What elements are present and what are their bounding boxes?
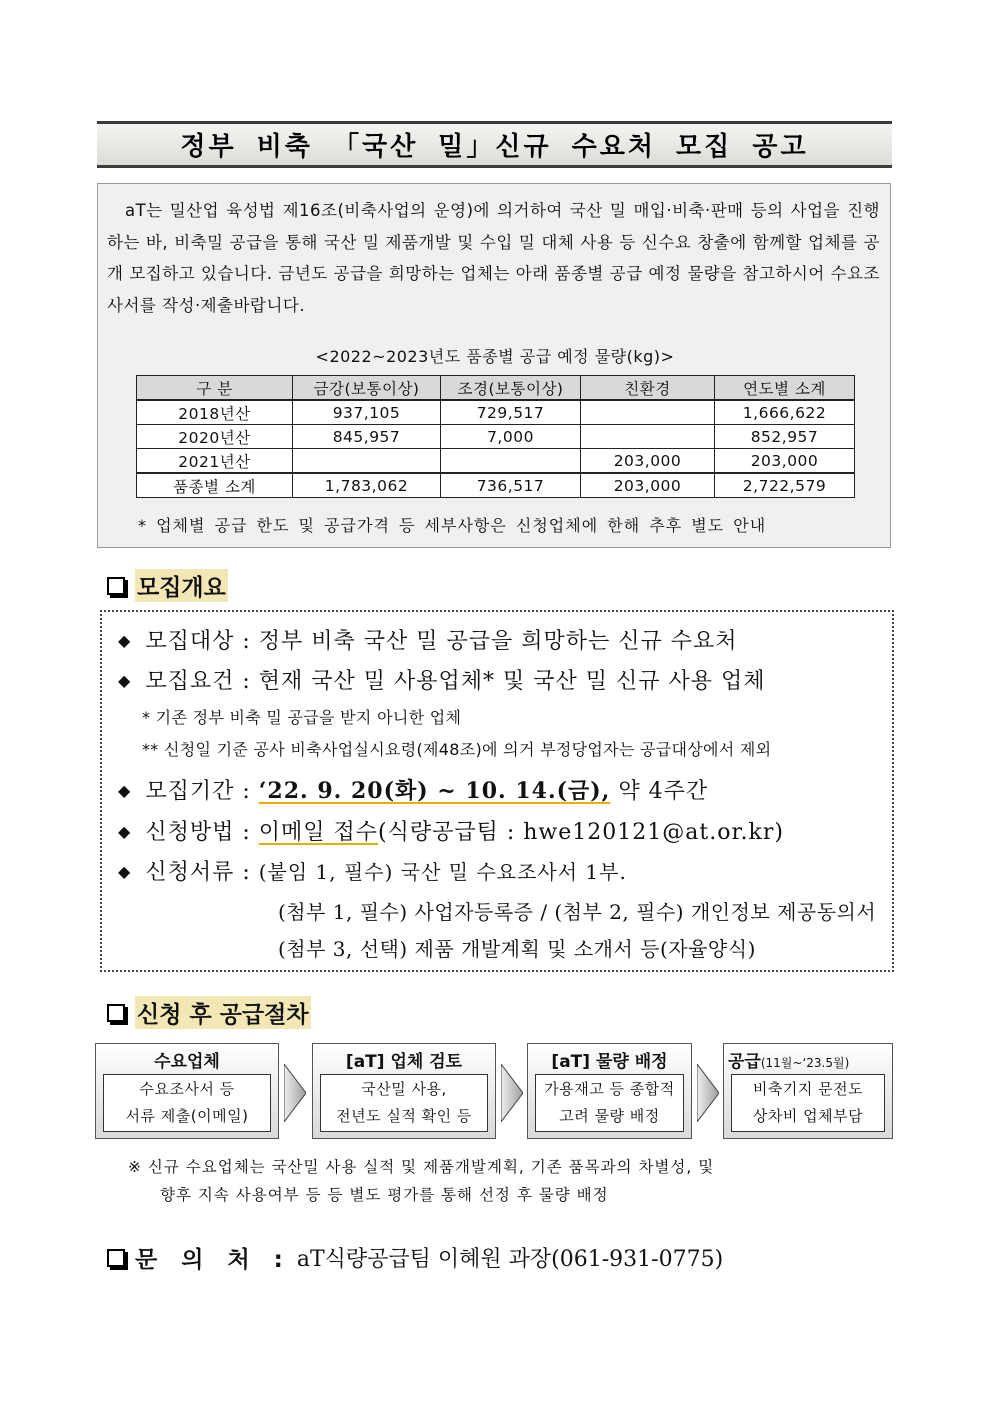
table-cell	[581, 425, 715, 449]
table-cell: 852,957	[715, 425, 855, 449]
table-cell: 203,000	[715, 449, 855, 474]
table-cell: 품종별 소계	[137, 473, 293, 498]
arrow-right-icon	[697, 1064, 719, 1122]
table-cell: 203,000	[581, 473, 715, 498]
table-cell: 2020년산	[137, 425, 293, 449]
checkbox-square-icon	[107, 577, 125, 595]
process-note: ※ 신규 수요업체는 국산밀 사용 실적 및 제품개발계획, 기존 품목과의 차별성, 및 향후 지속 사용여부 등 등 별도 평가를 통해 선정 후 물량 배정	[128, 1158, 715, 1204]
recruit-requirement: ◆ 모집요건 : 현재 국산 밀 사용업체* 및 국산 밀 신규 사용 업체	[118, 669, 766, 694]
process-step-1: 수요업체 수요조사서 등 서류 제출(이메일)	[95, 1043, 279, 1139]
table-row	[137, 425, 855, 449]
documents-line-2: (첨부 1, 필수) 사업자등록증 / (첨부 2, 필수) 개인정보 제공동의서	[278, 900, 877, 924]
arrow-right-icon	[501, 1064, 523, 1122]
table-cell: 736,517	[441, 473, 581, 498]
table-cell: 203,000	[581, 449, 715, 474]
contact-value: aT식량공급팀 이혜원 과장(061-931-0775)	[296, 1247, 724, 1272]
intro-paragraph: aT는 밀산업 육성법 제16조(비축사업의 운영)에 의거하여 국산 밀 매입·비축·판매 등의 사업을 진행하는 바, 비축밀 공급을 통해 국산 밀 제품개발 및 수입 밀 대체 사용 등 신수요 창출에 함께할 업체를 공개 모집하고 있습니다. 금년도 공급을 희망하는 업체는 아래 품종별 공급 예정 물량을 참고하시어 수요조사서를 작성·제출바랍니다.	[107, 201, 880, 315]
table-cell	[293, 449, 441, 474]
table-header: 조경(보통이상)	[441, 376, 581, 401]
table-cell: 2,722,579	[715, 473, 855, 498]
arrow-right-icon	[284, 1064, 306, 1122]
table-total-row	[137, 473, 855, 498]
requirement-note-2: ** 신청일 기준 공사 비축사업실시요령(제48조)에 의거 부정당업자는 공급대상에서 제외	[142, 740, 772, 759]
intro-box	[97, 183, 891, 548]
section-heading-process: 신청 후 공급절차	[107, 996, 311, 1029]
process-step-2: [aT] 업체 검토 국산밀 사용, 전년도 실적 확인 등	[312, 1043, 496, 1139]
diamond-bullet-icon: ◆	[118, 822, 132, 841]
table-header: 구 분	[137, 376, 293, 401]
table-cell: 7,000	[441, 425, 581, 449]
recruit-method: ◆ 신청방법 : 이메일 접수(식량공급팀 : hwe120121@at.or.kr)	[118, 820, 784, 845]
checkbox-square-icon	[107, 1249, 125, 1267]
table-cell	[581, 400, 715, 425]
table-cell: 1,783,062	[293, 473, 441, 498]
contact-line	[107, 1241, 723, 1274]
table-row	[137, 400, 855, 425]
table-cell: 729,517	[441, 400, 581, 425]
intro-note: * 업체별 공급 한도 및 공급가격 등 세부사항은 신청업체에 한해 추후 별도 안내	[138, 516, 767, 535]
requirement-note-1: * 기존 정부 비축 밀 공급을 받지 아니한 업체	[142, 708, 462, 727]
table-header: 금강(보통이상)	[293, 376, 441, 401]
diamond-bullet-icon: ◆	[118, 862, 132, 881]
diamond-bullet-icon: ◆	[118, 631, 132, 650]
checkbox-square-icon	[107, 1004, 125, 1022]
page-title-banner	[97, 121, 892, 168]
diamond-bullet-icon: ◆	[118, 671, 132, 690]
recruit-period: ◆ 모집기간 : ‘22. 9. 20(화) ~ 10. 14.(금), 약 4주간	[118, 778, 709, 804]
recruit-target: ◆ 모집대상 : 정부 비축 국산 밀 공급을 희망하는 신규 수요처	[118, 629, 738, 654]
documents-line-3: (첨부 3, 선택) 제품 개발계획 및 소개서 등(자율양식)	[278, 937, 756, 961]
diamond-bullet-icon: ◆	[118, 781, 132, 800]
table-header: 친환경	[581, 376, 715, 401]
table-cell: 2021년산	[137, 449, 293, 474]
process-step-3: [aT] 물량 배정 가용재고 등 종합적 고려 물량 배정	[527, 1043, 692, 1139]
recruit-documents: ◆ 신청서류 : (붙임 1, 필수) 국산 밀 수요조사서 1부.	[118, 860, 627, 885]
table-caption: <2022~2023년도 품종별 공급 예정 물량(kg)>	[315, 347, 675, 366]
supply-table	[136, 375, 855, 498]
page-title: 정부 비축 「국산 밀」신규 수요처 모집 공고	[180, 132, 809, 162]
process-step-4: 공급(11월~‘23.5월) 비축기지 문전도 상차비 업체부담	[723, 1043, 893, 1139]
table-row	[137, 449, 855, 474]
recruit-box	[100, 610, 894, 972]
table-cell: 845,957	[293, 425, 441, 449]
table-cell: 1,666,622	[715, 400, 855, 425]
table-header-row	[137, 376, 855, 401]
table-cell	[441, 449, 581, 474]
table-header: 연도별 소계	[715, 376, 855, 401]
table-cell: 2018년산	[137, 400, 293, 425]
table-cell: 937,105	[293, 400, 441, 425]
contact-label: 문 의 처 :	[135, 1247, 291, 1273]
section-heading-recruit: 모집개요	[107, 569, 228, 602]
